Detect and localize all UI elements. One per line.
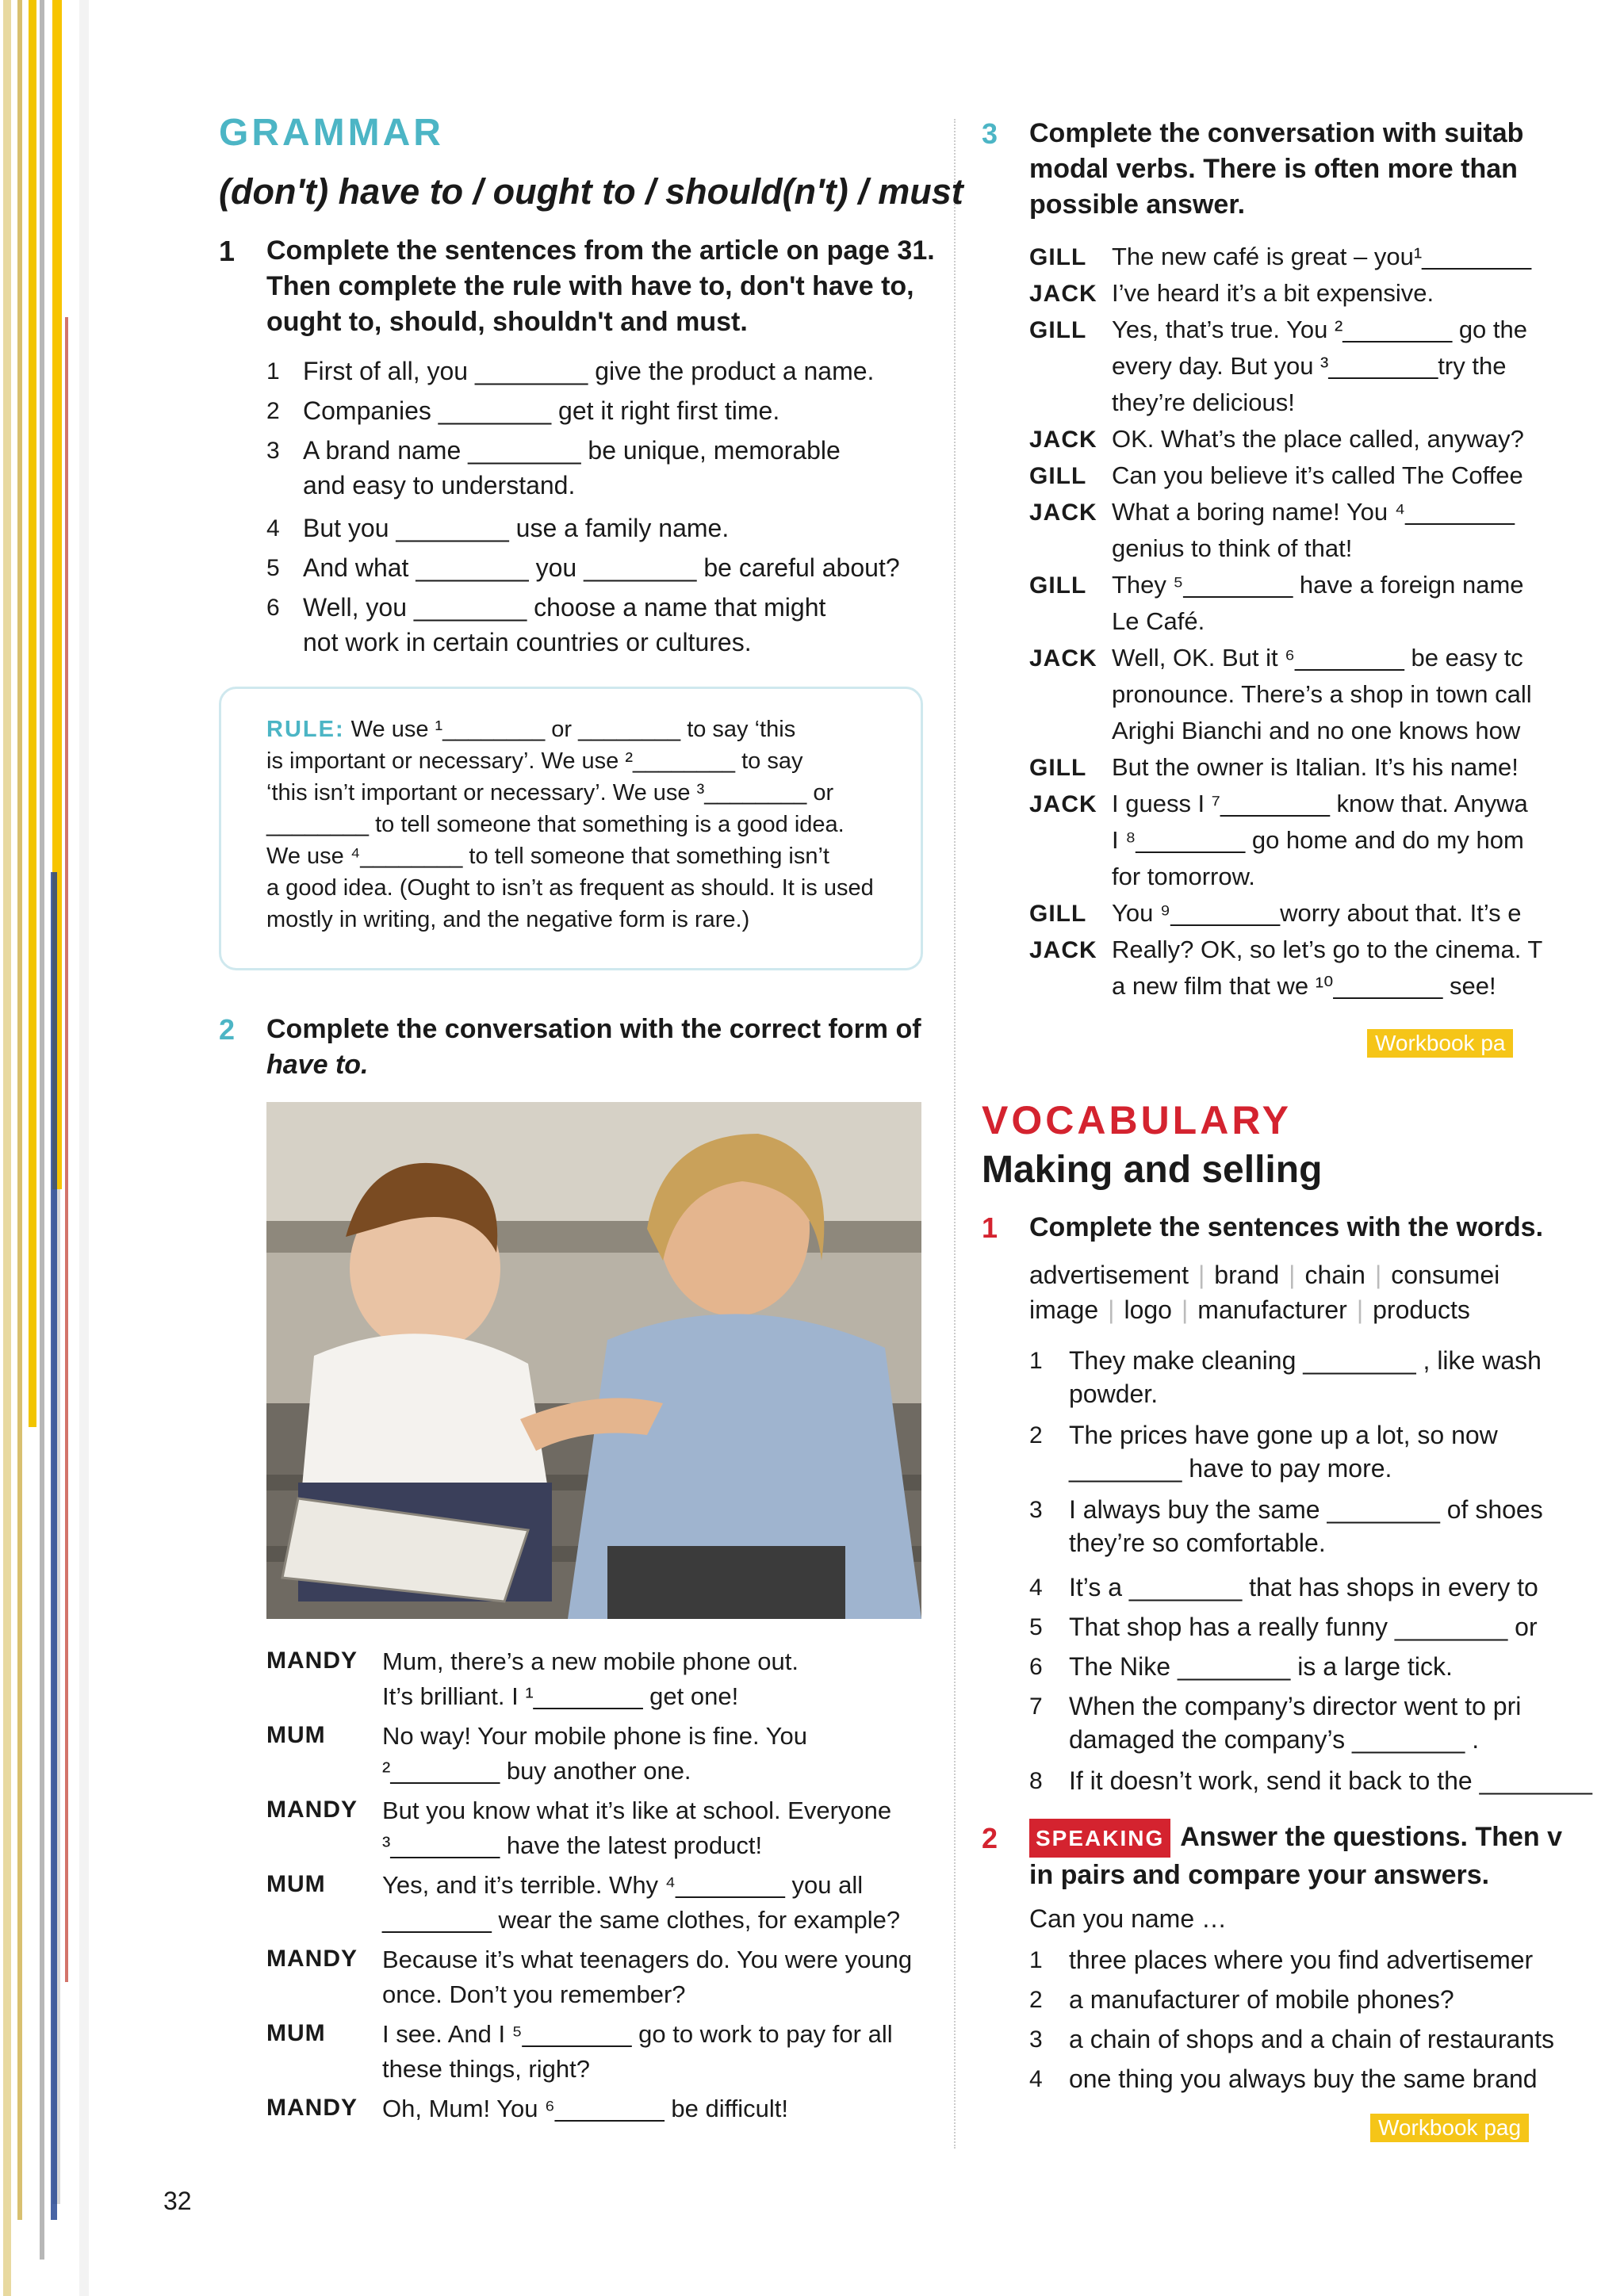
dialogue-line[interactable]: Yes, that’s true. You ²________ go the <box>1112 316 1528 343</box>
dialogue-line: Le Café. <box>1112 607 1205 635</box>
dialogue-line: No way! Your mobile phone is fine. You <box>382 1722 807 1750</box>
dialogue-line[interactable]: Oh, Mum! You ⁶________ be difficult! <box>382 2095 788 2122</box>
dialogue-line: these things, right? <box>382 2055 590 2083</box>
dialogue-line[interactable]: The new café is great – you¹________ <box>1112 243 1532 270</box>
dialogue-line: genius to think of that! <box>1112 534 1353 562</box>
grammar-subheading: (don't) have to / ought to / should(n't) / must <box>219 171 963 212</box>
question-line: a chain of shops and a chain of restaurants <box>1069 2025 1554 2053</box>
question-line: a manufacturer of mobile phones? <box>1069 1985 1454 2014</box>
item-number: 6 <box>266 595 280 621</box>
instruction-line: ought to, should, shouldn't and must. <box>266 307 748 337</box>
word-box-row: advertisement | brand | chain | consumei <box>1029 1261 1500 1289</box>
rule-line[interactable]: ‘this isn’t important or necessary’. We use ³________ or <box>266 780 834 806</box>
instruction-line: in pairs and compare your answers. <box>1029 1860 1490 1890</box>
vocabulary-heading: VOCABULARY <box>982 1098 1292 1142</box>
dialogue-line: for tomorrow. <box>1112 863 1255 890</box>
item-number: 2 <box>1029 1422 1043 1448</box>
photo-mother-daughter <box>266 1102 921 1619</box>
sentence-line[interactable]: And what ________ you ________ be careful about? <box>303 553 900 582</box>
rule-line: a good idea. (Ought to isn’t as frequent as should. It is used <box>266 875 874 901</box>
item-number: 1 <box>1029 1348 1043 1374</box>
dialogue-line[interactable]: a new film that we ¹⁰________ see! <box>1112 972 1496 1000</box>
speaker-label: GILL <box>1029 244 1087 270</box>
dialogue-line: I’ve heard it’s a bit expensive. <box>1112 279 1434 307</box>
rule-label: RULE: <box>266 717 345 742</box>
speaker-label: GILL <box>1029 572 1087 599</box>
word-option[interactable]: consumei <box>1391 1261 1500 1289</box>
speaker-label: JACK <box>1029 281 1097 307</box>
workbook-reference: Workbook pa <box>1367 1029 1513 1058</box>
question-line: one thing you always buy the same brand <box>1069 2064 1538 2093</box>
speaker-label: MUM <box>266 1871 326 1897</box>
speaker-label: MANDY <box>266 2095 358 2121</box>
dialogue-line: Can you believe it’s called The Coffee <box>1112 461 1523 489</box>
speaker-label: MUM <box>266 1722 326 1748</box>
exercise-number: 3 <box>982 117 998 150</box>
item-number: 4 <box>1029 2066 1043 2092</box>
dialogue-line[interactable]: You ⁹________worry about that. It’s e <box>1112 899 1522 927</box>
dialogue-line[interactable]: I ⁸________ go home and do my hom <box>1112 826 1524 854</box>
sentence-line[interactable]: The Nike ________ is a large tick. <box>1069 1652 1453 1681</box>
word-option[interactable]: chain <box>1304 1261 1365 1289</box>
speaker-label: MANDY <box>266 1797 358 1823</box>
page-edge-strip <box>0 0 103 2296</box>
item-number: 3 <box>266 438 280 464</box>
dialogue-line[interactable]: I guess I ⁷________ know that. Anywa <box>1112 790 1528 817</box>
column-divider <box>954 119 957 2149</box>
dialogue-line: But you know what it’s like at school. Everyone <box>382 1797 892 1824</box>
rule-line[interactable] <box>266 714 795 745</box>
exercise-1-instruction <box>266 233 935 340</box>
dialogue-line: they’re delicious! <box>1112 388 1295 416</box>
dialogue-line[interactable]: every day. But you ³________try the <box>1112 352 1507 380</box>
rule-text: We use ¹________ or ________ to say ‘this <box>350 717 796 742</box>
sentence-line[interactable]: It’s a ________ that has shops in every to <box>1069 1573 1538 1601</box>
exercise-number: 2 <box>219 1013 236 1046</box>
speaking-lead: Can you name … <box>1029 1904 1228 1933</box>
speaker-label: MUM <box>266 2020 326 2046</box>
rule-line[interactable]: is important or necessary’. We use ²________ to say <box>266 748 803 774</box>
sentence-line: powder. <box>1069 1380 1159 1408</box>
instruction-line: Complete the conversation with the correct form of <box>266 1014 921 1044</box>
rule-line: mostly in writing, and the negative form is rare.) <box>266 907 750 932</box>
speaker-label: GILL <box>1029 755 1087 781</box>
sentence-line[interactable]: But you ________ use a family name. <box>303 514 730 542</box>
sentence-line[interactable]: They make cleaning ________ , like wash <box>1069 1346 1542 1375</box>
sentence-line[interactable]: A brand name ________ be unique, memorable <box>303 436 841 465</box>
speaker-label: JACK <box>1029 645 1097 672</box>
sentence-line: not work in certain countries or cultures. <box>303 628 752 656</box>
speaker-label: GILL <box>1029 463 1087 489</box>
speaker-label: JACK <box>1029 937 1097 963</box>
speaker-label: GILL <box>1029 317 1087 343</box>
speaking-instruction <box>1029 1819 1562 1893</box>
sentence-line[interactable]: Well, you ________ choose a name that might <box>303 593 826 622</box>
rule-line[interactable]: ________ to tell someone that something is a good idea. <box>266 812 845 837</box>
item-number: 5 <box>266 555 280 581</box>
dialogue-line: once. Don’t you remember? <box>382 1980 686 2008</box>
item-number: 5 <box>1029 1614 1043 1640</box>
sentence-line[interactable]: First of all, you ________ give the product a name. <box>303 357 875 385</box>
grammar-heading: GRAMMAR <box>219 112 444 154</box>
word-option[interactable]: manufacturer <box>1197 1295 1347 1324</box>
dialogue-line[interactable]: Well, OK. But it ⁶________ be easy tc <box>1112 644 1523 672</box>
item-number: 2 <box>1029 1987 1043 2013</box>
instruction-line: Complete the sentences from the article on page 31. <box>266 235 935 266</box>
dialogue-line: But the owner is Italian. It’s his name! <box>1112 753 1519 781</box>
dialogue-line[interactable]: ²________ buy another one. <box>382 1757 691 1785</box>
speaker-label: JACK <box>1029 791 1097 817</box>
sentence-line[interactable]: I always buy the same ________ of shoes <box>1069 1495 1543 1524</box>
item-number: 3 <box>1029 1497 1043 1523</box>
word-option[interactable]: advertisement <box>1029 1261 1189 1289</box>
sentence-line[interactable]: If it doesn’t work, send it back to the ________ <box>1069 1766 1592 1795</box>
word-option[interactable]: brand <box>1214 1261 1280 1289</box>
word-option[interactable]: image <box>1029 1295 1099 1324</box>
rule-line[interactable]: We use ⁴________ to tell someone that something isn’t <box>266 844 829 869</box>
sentence-line: and easy to understand. <box>303 471 576 499</box>
item-number: 1 <box>266 358 280 385</box>
dialogue-line: Mum, there’s a new mobile phone out. <box>382 1647 799 1675</box>
exercise-number: 1 <box>219 235 236 267</box>
speaking-tag: SPEAKING <box>1029 1819 1170 1858</box>
dialogue-line[interactable]: Yes, and it’s terrible. Why ⁴________ you all <box>382 1871 864 1899</box>
sentence-line[interactable]: damaged the company’s ________ . <box>1069 1725 1480 1754</box>
instruction-line: Complete the conversation with suitab <box>1029 118 1524 148</box>
instruction-line: Then complete the rule with have to, don't have to, <box>266 271 914 301</box>
instruction-line: Answer the questions. Then v <box>1180 1822 1562 1852</box>
photo-illustration <box>266 1102 921 1619</box>
speaker-label: MANDY <box>266 1946 358 1972</box>
item-number: 2 <box>266 398 280 424</box>
instruction-line: possible answer. <box>1029 189 1246 220</box>
sentence-line[interactable]: Companies ________ get it right first time. <box>303 396 780 425</box>
sentence-line[interactable]: ________ have to pay more. <box>1069 1454 1392 1483</box>
exercise-number: 2 <box>982 1822 998 1854</box>
exercise-2-instruction <box>266 1012 921 1083</box>
dialogue-line: OK. What’s the place called, anyway? <box>1112 425 1524 453</box>
word-option[interactable]: products <box>1373 1295 1470 1324</box>
speaker-label: JACK <box>1029 499 1097 526</box>
item-number: 4 <box>266 515 280 541</box>
sentence-line: When the company’s director went to pri <box>1069 1692 1522 1720</box>
dialogue-line[interactable]: ________ wear the same clothes, for example? <box>382 1906 901 1934</box>
dialogue-line[interactable]: It’s brilliant. I ¹________ get one! <box>382 1682 739 1710</box>
speaker-label: JACK <box>1029 427 1097 453</box>
sentence-line: The prices have gone up a lot, so now <box>1069 1421 1498 1449</box>
item-number: 4 <box>1029 1575 1043 1601</box>
question-line: three places where you find advertisemer <box>1069 1946 1534 1974</box>
item-number: 7 <box>1029 1693 1043 1720</box>
dialogue-line[interactable]: What a boring name! You ⁴________ <box>1112 498 1515 526</box>
exercise-number: 1 <box>982 1211 998 1244</box>
instruction-line: modal verbs. There is often more than <box>1029 154 1518 184</box>
item-number: 1 <box>1029 1947 1043 1973</box>
dialogue-line: pronounce. There’s a shop in town call <box>1112 680 1532 708</box>
dialogue-line: Arighi Bianchi and no one knows how <box>1112 717 1521 744</box>
dialogue-line: Because it’s what teenagers do. You were young <box>382 1946 913 1973</box>
instruction-line: have to. <box>266 1050 369 1080</box>
vocab-exercise-1-instruction: Complete the sentences with the words. <box>1029 1212 1544 1242</box>
page-number: 32 <box>163 2187 192 2215</box>
word-option[interactable]: logo <box>1124 1295 1172 1324</box>
item-number: 8 <box>1029 1768 1043 1794</box>
word-box-row: image | logo | manufacturer | products <box>1029 1295 1470 1324</box>
sentence-line: they’re so comfortable. <box>1069 1529 1326 1557</box>
item-number: 6 <box>1029 1654 1043 1680</box>
speaker-label: MANDY <box>266 1647 358 1674</box>
exercise-3-instruction <box>1029 116 1523 223</box>
dialogue-line[interactable]: ³________ have the latest product! <box>382 1831 763 1859</box>
dialogue-line: Really? OK, so let’s go to the cinema. T <box>1112 936 1543 963</box>
dialogue-line[interactable]: I see. And I ⁵________ go to work to pay for all <box>382 2020 893 2048</box>
speaker-label: GILL <box>1029 901 1087 927</box>
item-number: 3 <box>1029 2026 1043 2053</box>
dialogue-line[interactable]: They ⁵________ have a foreign name <box>1112 571 1524 599</box>
sentence-line[interactable]: That shop has a really funny ________ or <box>1069 1613 1538 1641</box>
workbook-reference: Workbook pag <box>1370 2114 1529 2142</box>
vocabulary-subheading: Making and selling <box>982 1149 1323 1191</box>
